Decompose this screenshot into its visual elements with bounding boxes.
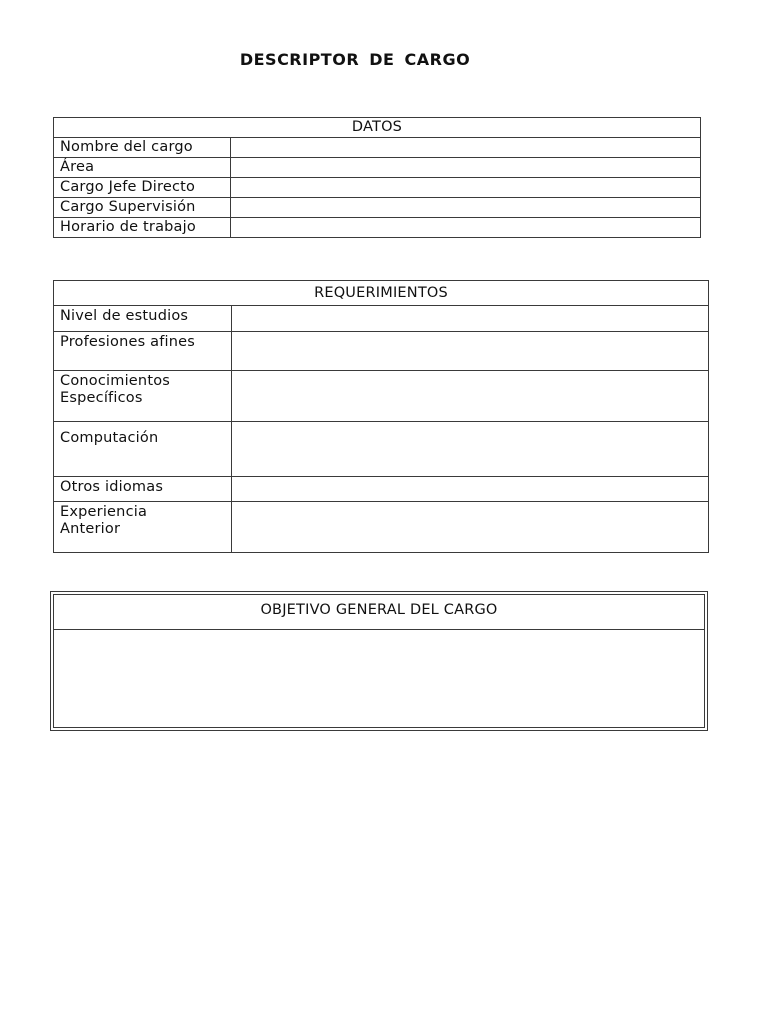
req-label-experiencia: Experiencia Anterior [54,502,232,553]
datos-label-nombre-cargo: Nombre del cargo [54,138,231,158]
req-header-row [54,281,709,306]
req-field-experiencia[interactable] [232,502,709,553]
req-label-profesiones: Profesiones afines [54,332,232,371]
req-label-idiomas: Otros idiomas [54,477,232,502]
datos-row-area [54,158,701,178]
objetivo-header: OBJETIVO GENERAL DEL CARGO [54,595,704,630]
datos-label-horario: Horario de trabajo [54,218,231,238]
objetivo-frame [53,594,705,728]
req-field-computacion[interactable] [232,422,709,477]
req-row-computacion [54,422,709,477]
req-field-profesiones[interactable] [232,332,709,371]
datos-table [53,117,701,238]
datos-label-area: Área [54,158,231,178]
req-field-conocimientos[interactable] [232,371,709,422]
datos-field-area[interactable] [231,158,701,178]
datos-row-nombre-cargo [54,138,701,158]
req-row-nivel-estudios [54,306,709,332]
datos-row-jefe-directo [54,178,701,198]
datos-header-row [54,118,701,138]
objetivo-section [50,591,708,731]
req-row-experiencia [54,502,709,553]
datos-label-jefe-directo: Cargo Jefe Directo [54,178,231,198]
datos-label-supervision: Cargo Supervisión [54,198,231,218]
datos-row-supervision [54,198,701,218]
req-field-idiomas[interactable] [232,477,709,502]
req-row-conocimientos [54,371,709,422]
datos-field-horario[interactable] [231,218,701,238]
req-label-computacion: Computación [54,422,232,477]
req-label-conocimientos: Conocimientos Específicos [54,371,232,422]
datos-row-horario [54,218,701,238]
req-row-profesiones [54,332,709,371]
datos-header: DATOS [54,118,701,138]
datos-field-supervision[interactable] [231,198,701,218]
datos-field-jefe-directo[interactable] [231,178,701,198]
req-field-nivel-estudios[interactable] [232,306,709,332]
datos-field-nombre-cargo[interactable] [231,138,701,158]
req-header: REQUERIMIENTOS [54,281,709,306]
req-row-idiomas [54,477,709,502]
requerimientos-table [53,280,709,553]
document-title: DESCRIPTOR DE CARGO [239,50,471,69]
req-label-nivel-estudios: Nivel de estudios [54,306,232,332]
objetivo-text-area[interactable] [54,630,704,726]
